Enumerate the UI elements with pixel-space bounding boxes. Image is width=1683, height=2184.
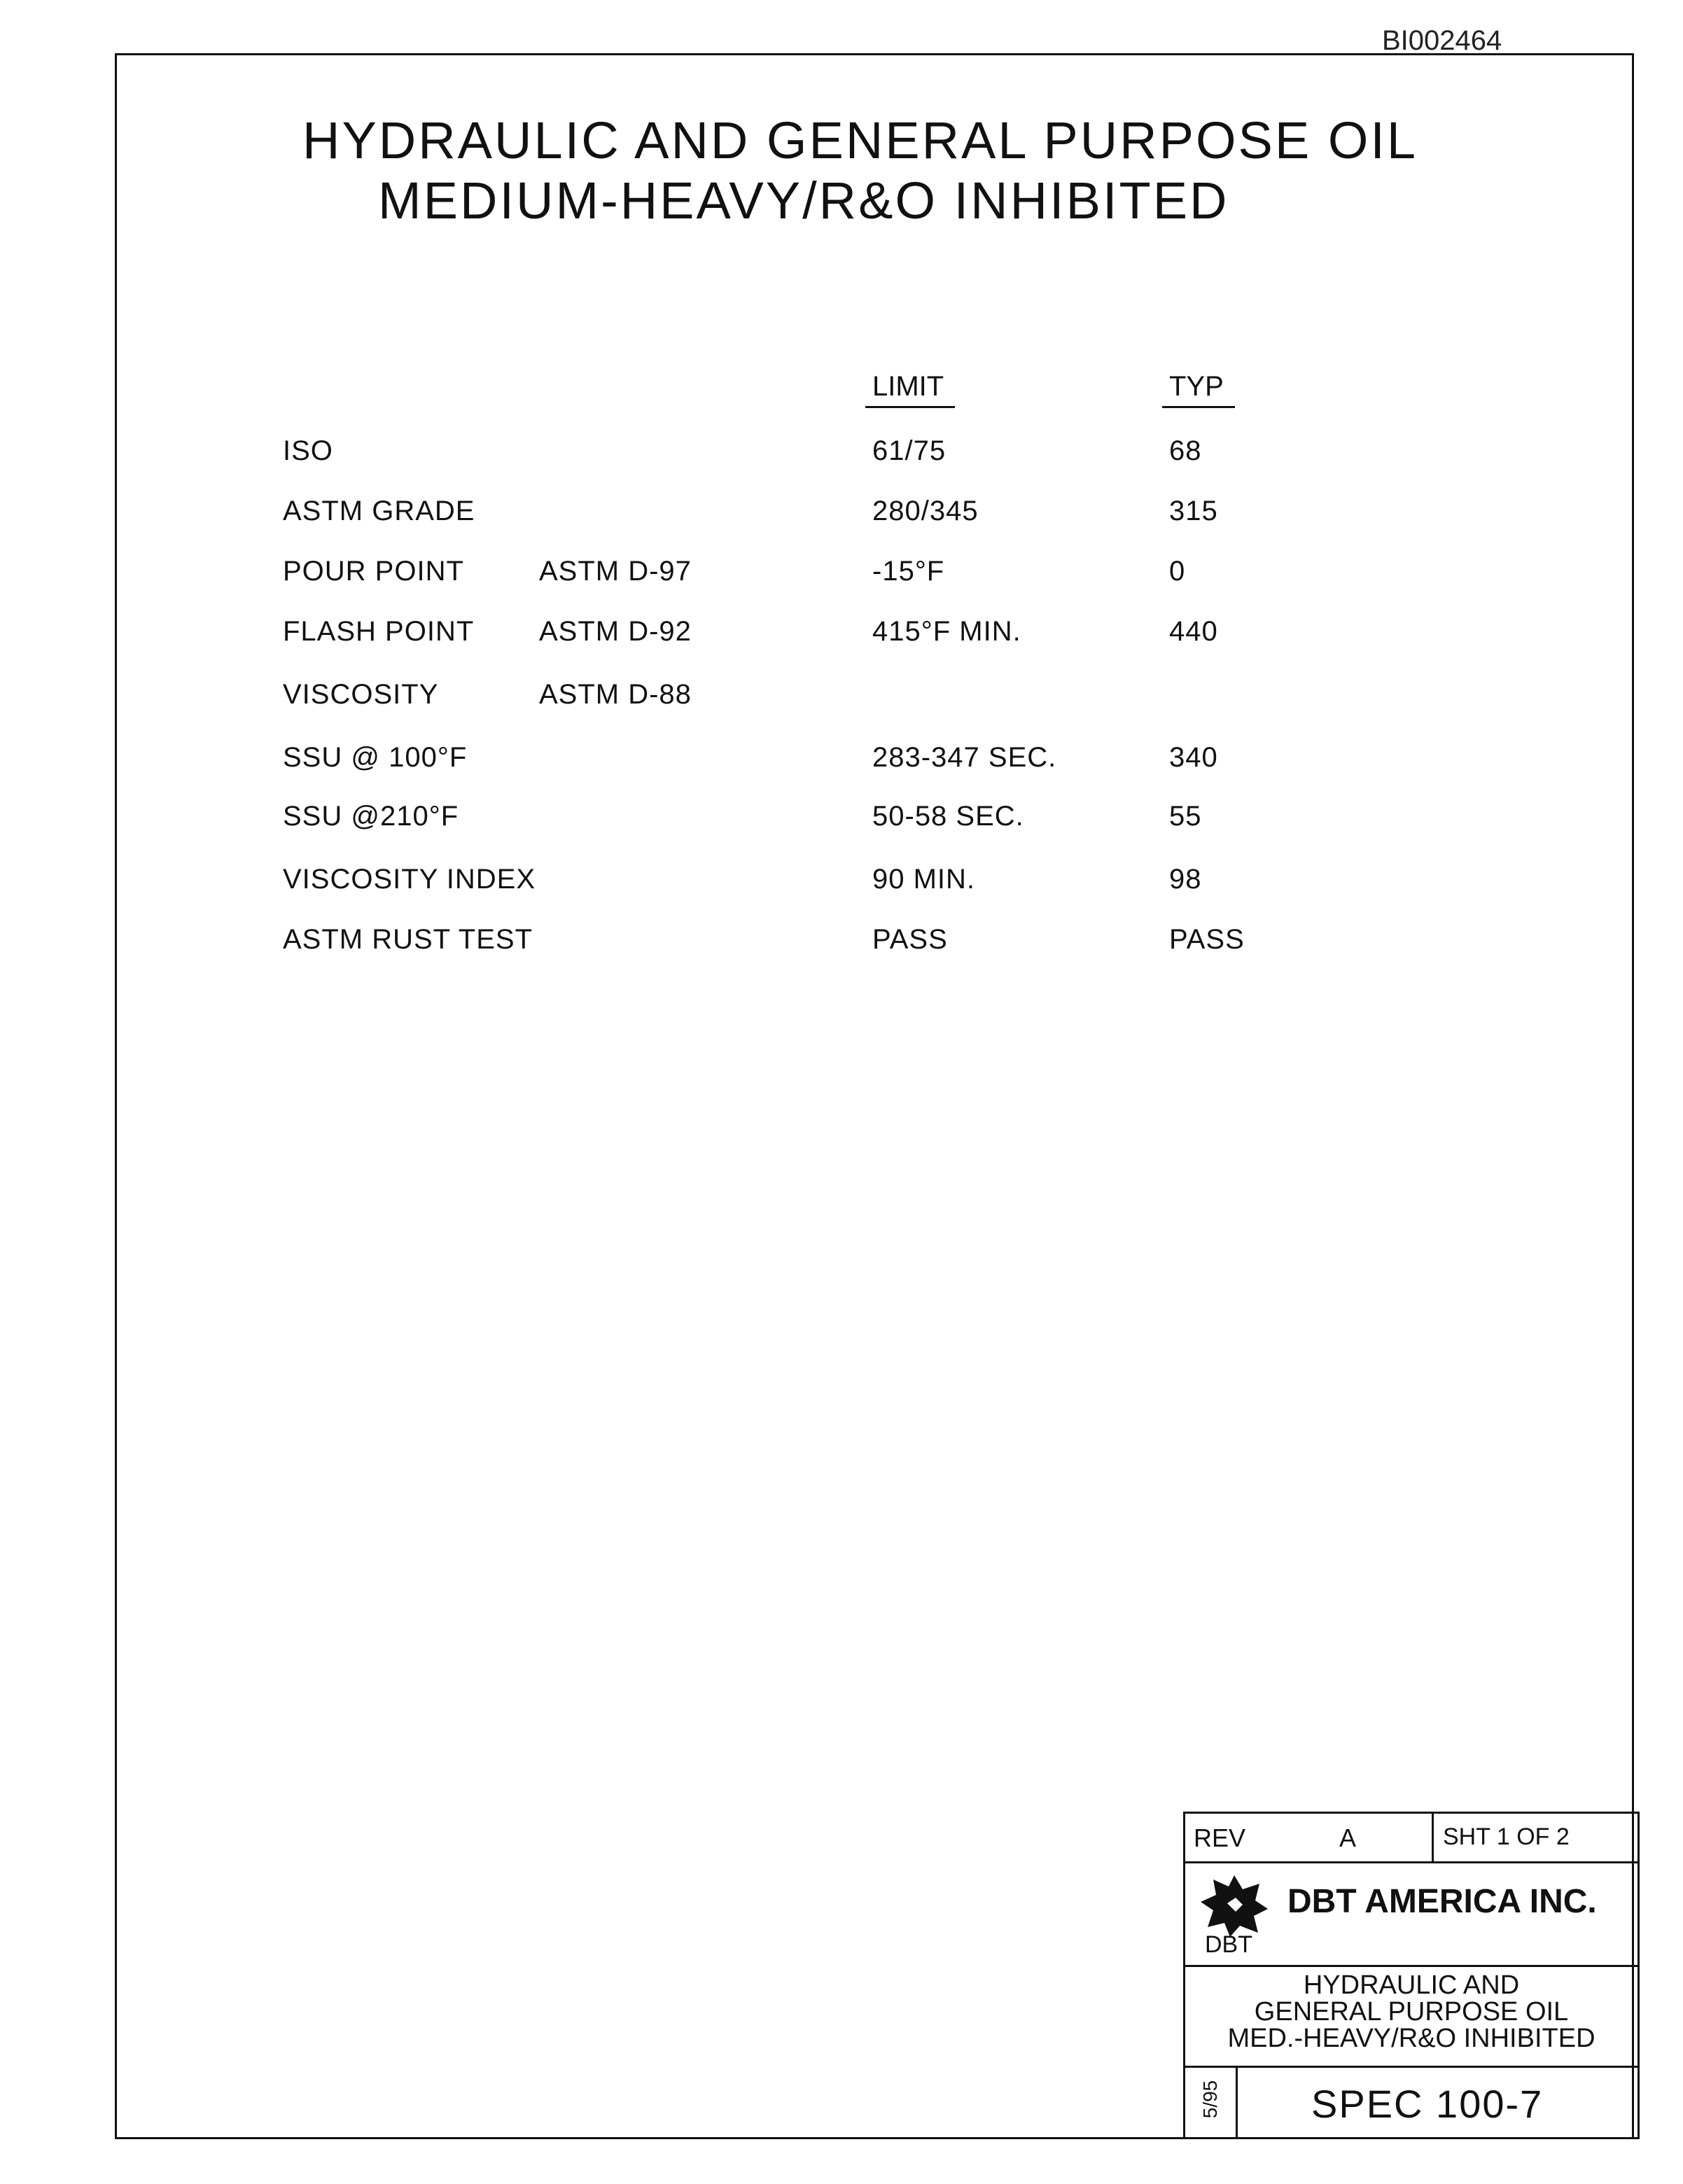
header-limit: LIMIT [872,371,944,402]
title-block-description-row [1185,1965,1637,2068]
row-property: POUR POINT [283,556,464,587]
row-property: ISO [283,435,333,466]
row-typ: 315 [1169,496,1218,526]
row-property: SSU @ 100°F [283,742,468,773]
title-block-company-row [1185,1861,1637,1967]
row-limit: 415°F MIN. [872,616,1021,647]
title-line-2: MEDIUM-HEAVY/R&O INHIBITED [378,172,1229,230]
row-limit: -15°F [872,556,945,587]
row-limit: 90 MIN. [872,864,976,895]
title-block-spec-row [1185,2066,1637,2139]
rev-label: REV [1194,1823,1246,1852]
rev-value: A [1339,1823,1357,1852]
company-name: DBT AMERICA INC. [1287,1883,1597,1920]
row-limit: 50-58 SEC. [872,801,1024,832]
row-property: FLASH POINT [283,616,475,647]
row-typ: 98 [1169,864,1202,895]
row-method: ASTM D-88 [539,679,692,710]
row-typ: 340 [1169,742,1218,773]
title-block [1183,1812,1640,2139]
document-id: BI002464 [1382,25,1502,56]
row-limit: 61/75 [872,435,947,466]
row-property: VISCOSITY INDEX [283,864,536,895]
row-typ: PASS [1169,924,1245,955]
row-property: ASTM GRADE [283,496,475,526]
row-limit: 280/345 [872,496,979,526]
row-typ: 0 [1169,556,1186,587]
divider [1236,2066,1238,2139]
row-limit: 283-347 SEC. [872,742,1057,773]
dbt-star-logo-icon [1199,1874,1269,1937]
spec-number: SPEC 100-7 [1311,2082,1544,2126]
row-property: SSU @210°F [283,801,459,832]
sheet-number: SHT 1 OF 2 [1443,1823,1570,1850]
divider [1432,1814,1434,1861]
row-typ: 68 [1169,435,1202,466]
row-typ: 440 [1169,616,1218,647]
row-typ: 55 [1169,801,1202,832]
drawing-description: HYDRAULIC AND GENERAL PURPOSE OIL MED.-HEAVY/R&O INHIBITED [1227,1970,1595,2053]
title-line-1: HYDRAULIC AND GENERAL PURPOSE OIL [302,111,1418,169]
logo-text: DBT [1205,1931,1252,1958]
row-property: VISCOSITY [283,679,439,710]
row-property: ASTM RUST TEST [283,924,533,955]
row-method: ASTM D-97 [539,556,692,587]
title-block-rev-row [1185,1814,1637,1863]
row-method: ASTM D-92 [539,616,692,647]
row-limit: PASS [872,924,948,955]
revision-date: 5/95 [1199,2080,1221,2119]
header-typ: TYP [1169,371,1224,402]
